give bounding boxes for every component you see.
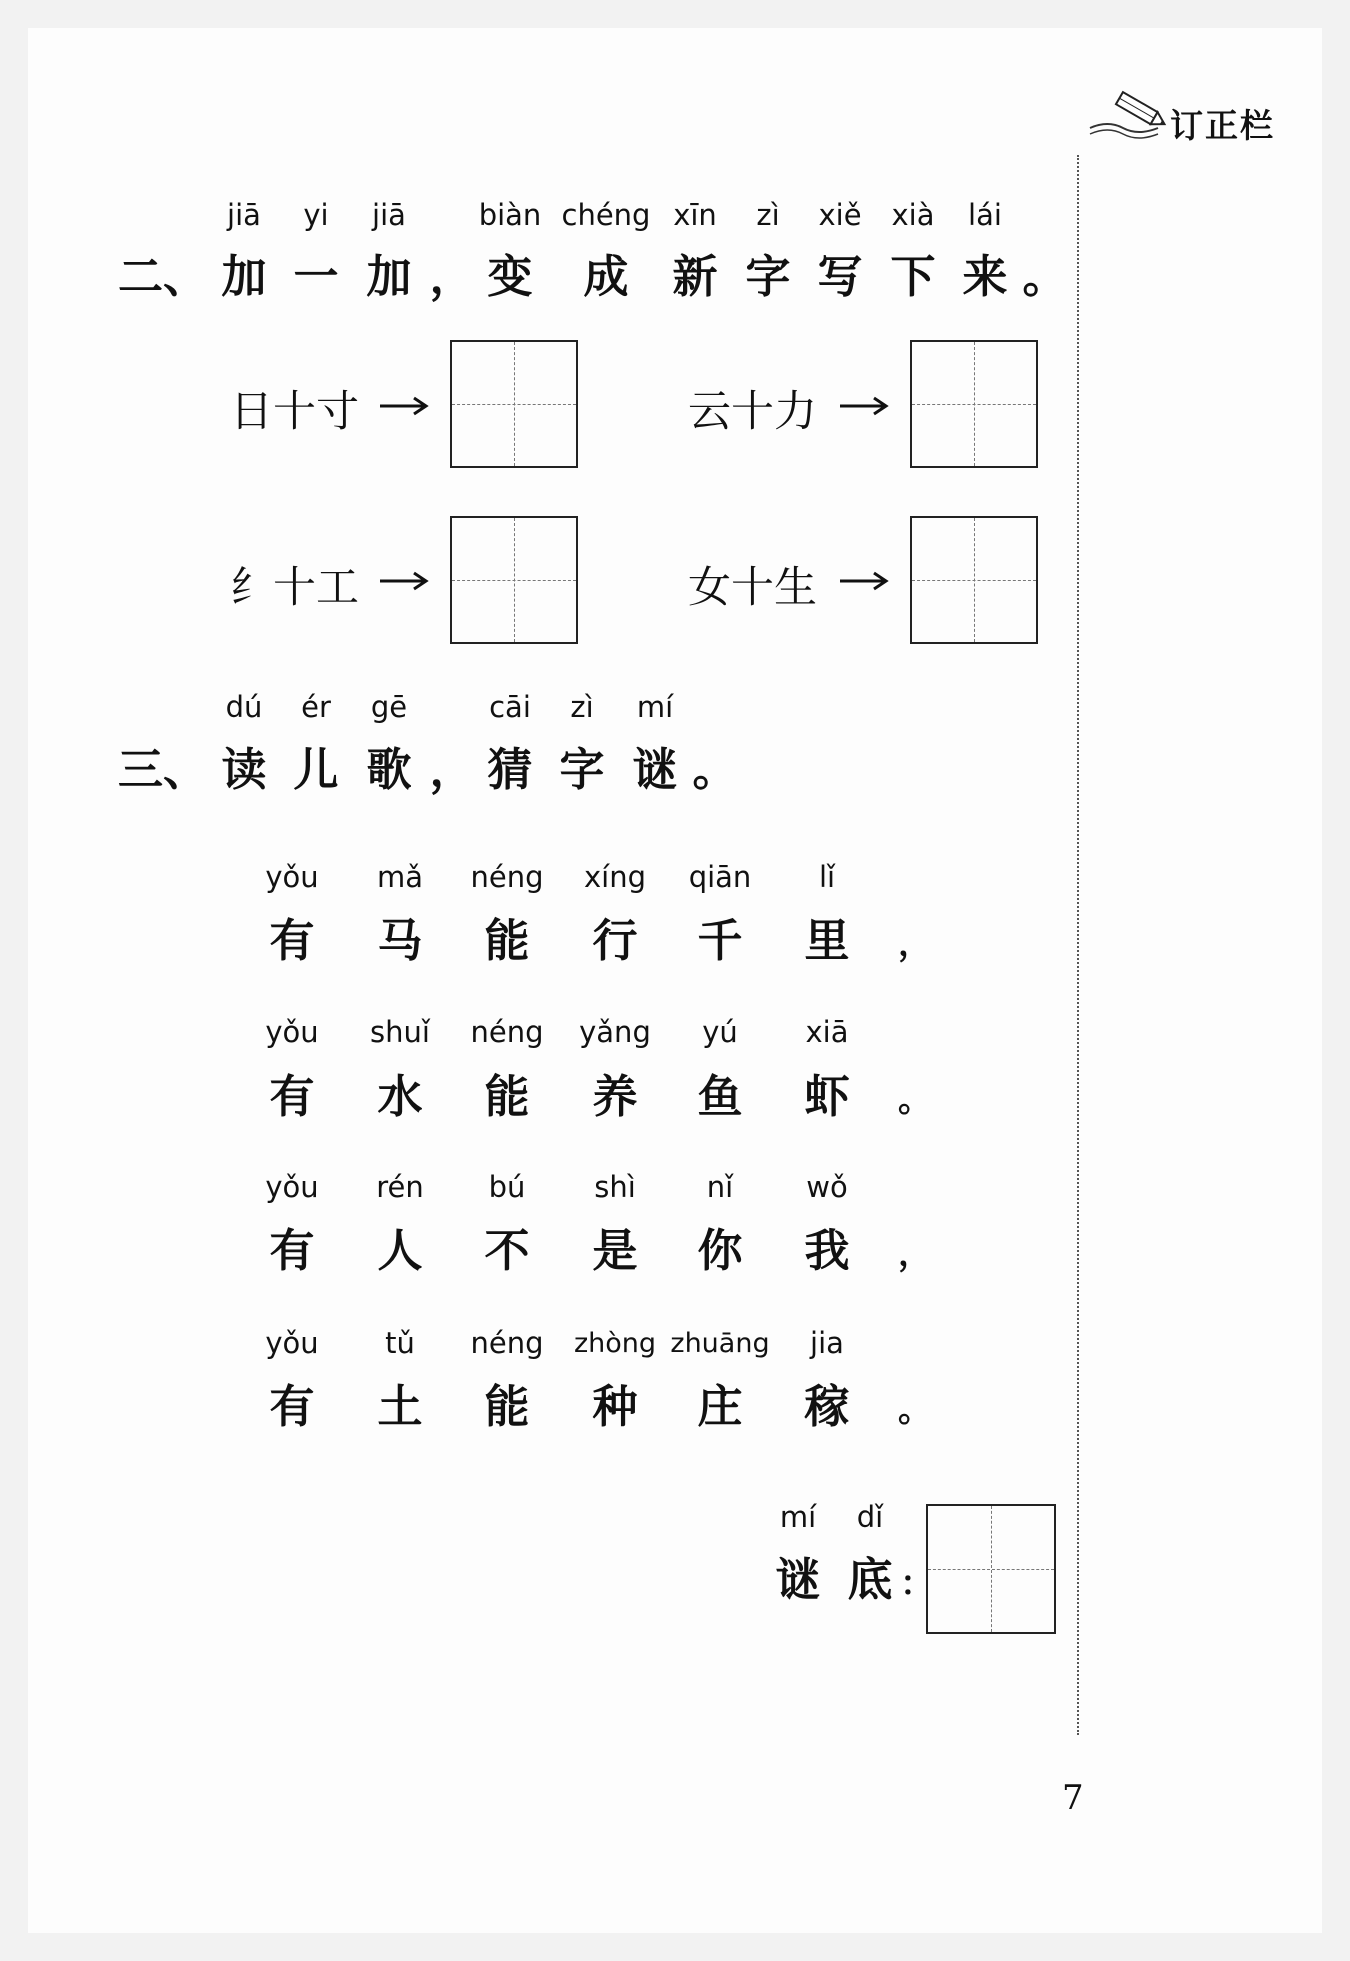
pinyin: dǐ (856, 1500, 884, 1534)
pinyin: yǎng (579, 1015, 651, 1049)
title-char: 一 (293, 250, 339, 303)
title-period: 。 (692, 743, 738, 796)
arrow-right-icon (840, 570, 892, 592)
answer-label-char: 底 (847, 1553, 893, 1606)
poem-char: 有 (269, 914, 315, 967)
pinyin: shuǐ (370, 1015, 430, 1049)
poem-punct: ， (898, 1234, 932, 1274)
title-char: 儿 (293, 743, 339, 796)
pinyin: dú (225, 690, 263, 724)
poem-char: 行 (592, 914, 638, 967)
title-char: 来 (962, 250, 1008, 303)
poem-char: 鱼 (697, 1070, 743, 1123)
pinyin: tǔ (385, 1326, 415, 1360)
title-char: 加 (221, 250, 267, 303)
pinyin: xià (891, 198, 935, 232)
title-char: 字 (745, 250, 791, 303)
title-char: 写 (817, 250, 863, 303)
title-char: 读 (221, 743, 267, 796)
plus-sign: 十 (731, 387, 774, 437)
poem-punct: ， (898, 924, 932, 964)
poem-char: 土 (377, 1380, 423, 1433)
poem-char: 有 (269, 1070, 315, 1123)
arrow-right-icon (380, 395, 432, 417)
worksheet-page (28, 28, 1322, 1933)
answer-label-char: 谜 (775, 1553, 821, 1606)
part-b: 寸 (316, 387, 359, 437)
pinyin: jia (810, 1326, 844, 1360)
pinyin: mǎ (376, 860, 424, 894)
part-a: 云 (688, 387, 731, 437)
correction-column-label: 订正栏 (1170, 106, 1275, 145)
page-number: 7 (1062, 1778, 1084, 1818)
pinyin: rén (376, 1170, 424, 1204)
poem-char: 庄 (697, 1380, 743, 1433)
plus-sign: 十 (731, 563, 774, 613)
poem-char: 能 (484, 914, 530, 967)
part-a: 女 (688, 563, 731, 613)
answer-colon: ： (900, 1564, 934, 1604)
riddle-answer-box[interactable] (926, 1504, 1056, 1634)
poem-char: 里 (804, 914, 850, 967)
pinyin: xīn (673, 198, 717, 232)
pinyin: xíng (583, 860, 646, 894)
arrow-right-icon (380, 570, 432, 592)
pinyin: zì (756, 198, 780, 232)
pinyin: chéng (561, 198, 651, 232)
title-char: 字 (559, 743, 605, 796)
title-char: 变 (487, 250, 533, 303)
pinyin: xiě (818, 198, 862, 232)
poem-char: 有 (269, 1380, 315, 1433)
pinyin: lǐ (818, 860, 836, 894)
pinyin: zì (570, 690, 594, 724)
poem-char: 能 (484, 1380, 530, 1433)
plus-sign: 十 (273, 563, 316, 613)
pinyin: lái (968, 198, 1002, 232)
pinyin: ér (301, 690, 331, 724)
part-a: 纟 (230, 563, 273, 613)
poem-char: 稼 (804, 1380, 850, 1433)
poem-char: 水 (377, 1070, 423, 1123)
pinyin: néng (470, 1015, 544, 1049)
section-number: 二、 (118, 250, 209, 303)
answer-box[interactable] (450, 340, 578, 468)
pinyin: yǒu (265, 1015, 319, 1049)
section-number: 三、 (118, 743, 209, 796)
pinyin: néng (470, 860, 544, 894)
poem-char: 你 (697, 1224, 743, 1277)
part-b: 工 (316, 563, 359, 613)
title-char: 加 (366, 250, 412, 303)
arrow-right-icon (840, 395, 892, 417)
title-char: 成 (583, 250, 629, 303)
poem-char: 马 (377, 914, 423, 967)
part-b: 生 (774, 563, 817, 613)
pinyin: bú (488, 1170, 526, 1204)
poem-char: 种 (592, 1380, 638, 1433)
pencil-icon (1088, 90, 1178, 140)
poem-char: 人 (377, 1224, 423, 1277)
pinyin: zhòng (573, 1328, 657, 1359)
pinyin: nǐ (706, 1170, 734, 1204)
pinyin: néng (470, 1326, 544, 1360)
pinyin: zhuāng (670, 1328, 770, 1359)
poem-punct: 。 (898, 1080, 932, 1120)
pinyin: shì (594, 1170, 636, 1204)
poem-char: 不 (484, 1224, 530, 1277)
title-char: 歌 (366, 743, 412, 796)
title-char: 新 (672, 250, 718, 303)
poem-char: 虾 (804, 1070, 850, 1123)
poem-char: 千 (697, 914, 743, 967)
pinyin: yǒu (265, 860, 319, 894)
poem-char: 有 (269, 1224, 315, 1277)
poem-char: 我 (804, 1224, 850, 1277)
title-char: 猜 (487, 743, 533, 796)
answer-box[interactable] (910, 340, 1038, 468)
pinyin: jiā (227, 198, 261, 232)
answer-box[interactable] (450, 516, 578, 644)
pinyin: gē (370, 690, 408, 724)
part-b: 力 (774, 387, 817, 437)
pinyin: mí (636, 690, 674, 724)
pinyin: yǒu (265, 1170, 319, 1204)
pinyin: yi (303, 198, 329, 232)
poem-char: 养 (592, 1070, 638, 1123)
pinyin: cāi (489, 690, 531, 724)
pinyin: jiā (372, 198, 406, 232)
pinyin: biàn (478, 198, 542, 232)
pinyin: qiān (688, 860, 752, 894)
title-char: 谜 (632, 743, 678, 796)
correction-divider (1077, 155, 1079, 1735)
title-comma: ， (429, 743, 475, 796)
title-period: 。 (1022, 250, 1068, 303)
pinyin: xiā (805, 1015, 849, 1049)
pinyin: yú (702, 1015, 738, 1049)
pinyin: yǒu (265, 1326, 319, 1360)
answer-box[interactable] (910, 516, 1038, 644)
pinyin: wǒ (806, 1170, 848, 1204)
poem-char: 是 (592, 1224, 638, 1277)
title-comma: ， (429, 250, 475, 303)
title-char: 下 (890, 250, 936, 303)
pinyin: mí (779, 1500, 817, 1534)
poem-punct: 。 (898, 1390, 932, 1430)
part-a: 日 (230, 387, 273, 437)
poem-char: 能 (484, 1070, 530, 1123)
plus-sign: 十 (273, 387, 316, 437)
